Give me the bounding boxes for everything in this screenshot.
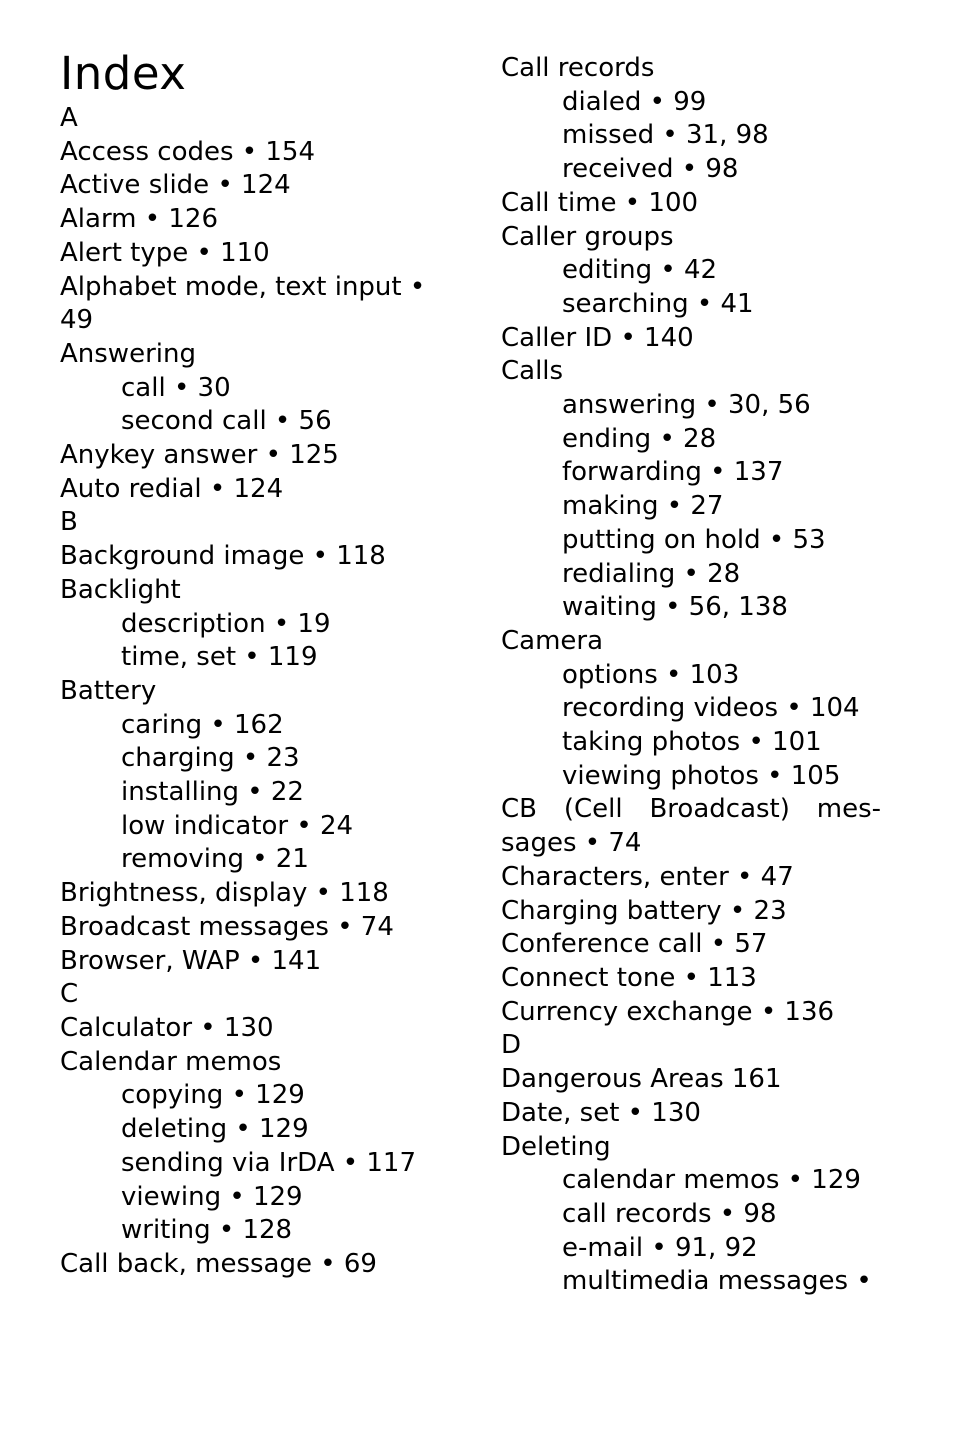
index-subentry: low indicator • 24 [121,810,354,841]
index-entry: Calculator • 130 [60,1012,274,1043]
index-subentry: editing • 42 [562,255,718,286]
index-subentry: installing • 22 [121,777,304,808]
index-entry: Connect tone • 113 [501,962,757,993]
index-entry: CB (Cell Broadcast) mes- [501,794,881,825]
index-column-left [60,0,450,1282]
index-subentry: received • 98 [562,154,739,185]
index-entry: sages • 74 [501,828,642,859]
index-entry: Anykey answer • 125 [60,440,339,471]
index-entry: 49 [60,305,94,336]
index-entry: Background image • 118 [60,541,386,572]
index-subentry: viewing • 129 [121,1181,303,1212]
index-subentry: writing • 128 [121,1215,293,1246]
index-subentry: call records • 98 [562,1198,777,1229]
index-subentry: description • 19 [121,608,331,639]
index-entry: Calls [501,356,564,387]
index-entry: Brightness, display • 118 [60,878,389,909]
index-entry: Call time • 100 [501,187,699,218]
index-entry: Caller groups [501,221,674,252]
index-entry: C [60,979,79,1010]
index-subentry: dialed • 99 [562,86,707,117]
page-title: Index [60,47,187,100]
index-subentry: recording videos • 104 [562,693,860,724]
index-entry: Charging battery • 23 [501,895,787,926]
index-subentry: answering • 30, 56 [562,390,811,421]
index-subentry: e-mail • 91, 92 [562,1232,758,1263]
index-entry: Currency exchange • 136 [501,996,835,1027]
index-subentry: searching • 41 [562,288,754,319]
index-entry: Caller ID • 140 [501,322,694,353]
index-entry: D [501,1030,522,1061]
index-entry: Alarm • 126 [60,204,218,235]
index-entry: Call records [501,53,655,83]
index-entry: Broadcast messages • 74 [60,911,394,942]
index-subentry: copying • 129 [121,1080,305,1111]
index-entry: Date, set • 130 [501,1097,701,1128]
index-entry: A [60,103,78,133]
index-entry: Answering [60,338,196,369]
index-subentry: ending • 28 [562,423,717,454]
index-entry: Backlight [60,574,181,605]
index-entry: Alert type • 110 [60,237,270,268]
index-subentry: calendar memos • 129 [562,1165,861,1196]
index-entry: Conference call • 57 [501,929,768,960]
index-entry: Calendar memos [60,1046,282,1077]
index-subentry: putting on hold • 53 [562,524,826,555]
index-subentry: waiting • 56, 138 [562,592,788,623]
index-subentry: redialing • 28 [562,558,741,589]
index-list-right [501,52,891,1299]
index-entry: Deleting [501,1131,611,1162]
index-entry: Battery [60,675,157,706]
index-subentry: viewing photos • 105 [562,760,841,791]
index-subentry: forwarding • 137 [562,457,784,488]
index-subentry: charging • 23 [121,743,300,774]
index-subentry: deleting • 129 [121,1114,309,1145]
index-column-right [501,52,891,1299]
index-subentry: making • 27 [562,491,724,522]
index-entry: Alphabet mode, text input • [60,271,426,302]
index-entry: Characters, enter • 47 [501,861,794,892]
index-subentry: missed • 31, 98 [562,120,769,151]
index-entry: Camera [501,625,604,656]
index-subentry: multimedia messages • [562,1266,872,1297]
index-subentry: second call • 56 [121,406,332,437]
index-entry: Auto redial • 124 [60,473,284,504]
index-subentry: caring • 162 [121,709,284,740]
index-entry: B [60,507,78,538]
index-subentry: sending via IrDA • 117 [121,1147,417,1178]
index-subentry: options • 103 [562,659,740,690]
index-subentry: call • 30 [121,372,231,403]
index-entry: Active slide • 124 [60,170,291,201]
index-list-left [60,102,450,1282]
index-subentry: time, set • 119 [121,642,318,673]
index-subentry: taking photos • 101 [562,727,822,758]
index-subentry: removing • 21 [121,844,309,875]
index-entry: Call back, message • 69 [60,1248,377,1279]
index-entry: Access codes • 154 [60,136,316,167]
index-entry: Browser, WAP • 141 [60,945,322,976]
index-entry: Dangerous Areas 161 [501,1064,782,1095]
